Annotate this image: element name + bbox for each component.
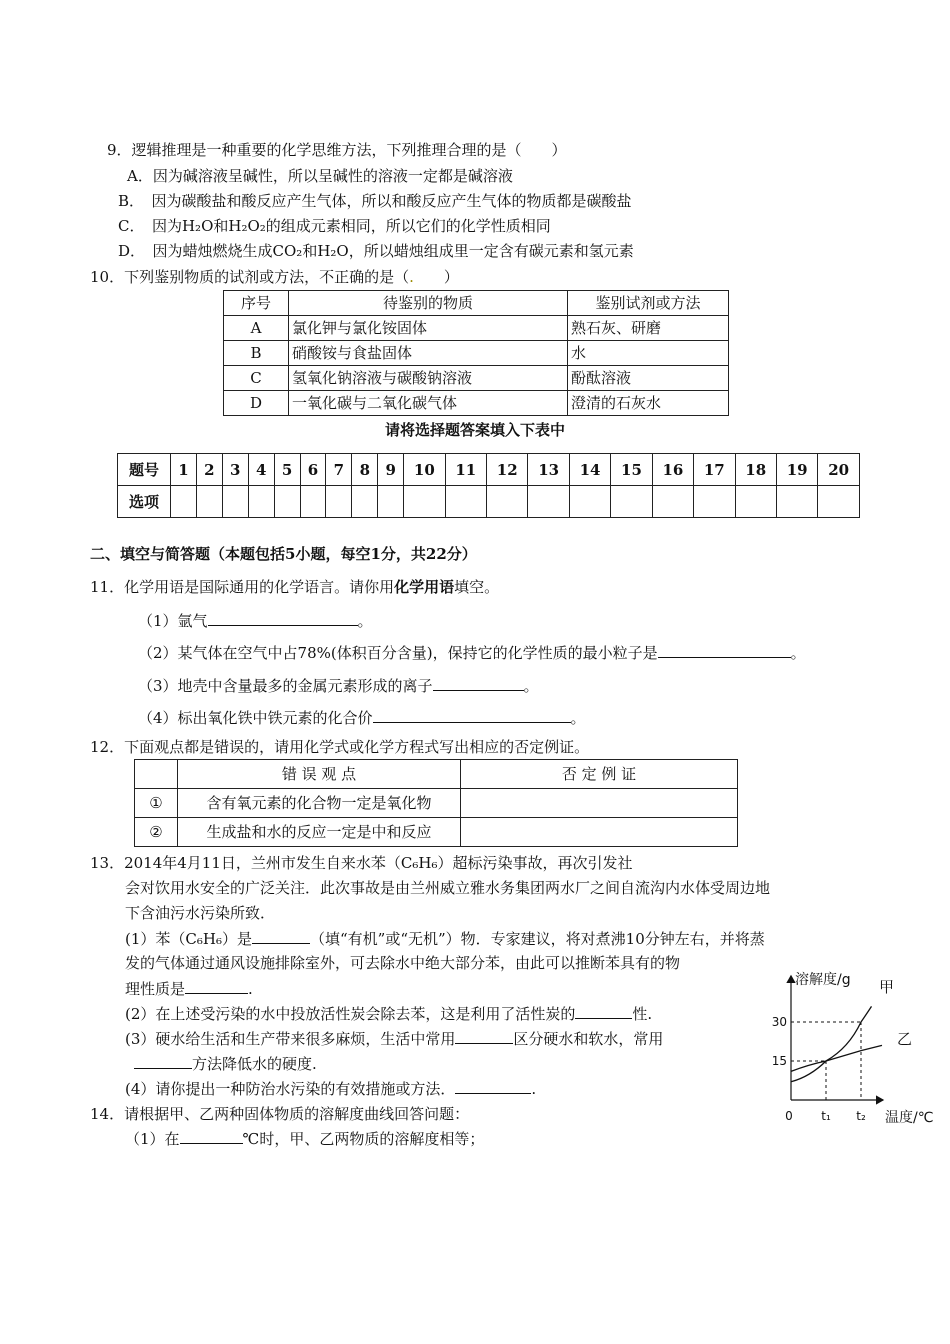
q12-header-cell xyxy=(135,760,178,789)
q11-stem-text: 11．化学用语是国际通用的化学语言。请你用 xyxy=(90,578,395,596)
answer-sheet-table xyxy=(117,453,860,518)
q10-cell: 水 xyxy=(568,341,729,366)
q13-part1-text: (1）苯（C₆H₆）是 xyxy=(125,930,252,948)
q11-part1-text: （1）氩气 xyxy=(138,612,208,630)
answer-row-label: 选项 xyxy=(118,486,171,518)
answer-choice-cell[interactable] xyxy=(652,486,693,518)
answer-number-cell: 3 xyxy=(222,454,248,486)
q11-blank-3[interactable] xyxy=(433,675,524,691)
q10-cell: C xyxy=(224,366,289,391)
q11-part3-text: （3）地壳中含量最多的金属元素形成的离子 xyxy=(138,677,433,695)
answer-number-cell: 12 xyxy=(487,454,528,486)
q10-cell: 一氧化碳与二氧化碳气体 xyxy=(289,391,568,416)
answer-sheet-title: 请将选择题答案填入下表中 xyxy=(384,421,565,439)
q9-option-a: A．因为碱溶液呈碱性，所以呈碱性的溶液一定都是碱溶液 xyxy=(127,167,513,185)
q13-part1-rest: （填“有机”或“无机”）物．专家建议，将对煮沸10分钟左右，并将蒸 xyxy=(309,930,765,948)
y-tick-label: 15 xyxy=(771,1054,787,1068)
q13-part3 xyxy=(125,1028,663,1049)
answer-choice-cell[interactable] xyxy=(735,486,776,518)
q12-cell: ① xyxy=(135,789,178,818)
q10-cell: 澄清的石灰水 xyxy=(568,391,729,416)
answer-choice-cell[interactable] xyxy=(352,486,378,518)
q11-stem-end: 填空。 xyxy=(454,578,500,596)
answer-number-cell: 10 xyxy=(404,454,445,486)
y-tick-label: 30 xyxy=(771,1015,787,1029)
answer-choice-cell[interactable] xyxy=(196,486,222,518)
answer-number-cell: 4 xyxy=(248,454,274,486)
q12-cell: 生成盐和水的反应一定是中和反应 xyxy=(178,818,461,847)
q12-stem: 12．下面观点都是错误的，请用化学式或化学方程式写出相应的否定例证。 xyxy=(90,738,590,756)
q9-option-c: C． 因为H₂O和H₂O₂的组成元素相同，所以它们的化学性质相同 xyxy=(118,217,551,235)
answer-number-cell: 13 xyxy=(528,454,569,486)
q11-part4 xyxy=(138,707,586,728)
q14-part1-end: ℃时，甲、乙两物质的溶解度相等； xyxy=(242,1130,485,1148)
q13-blank-5[interactable] xyxy=(134,1053,192,1069)
q10-stem-close: ） xyxy=(413,268,459,286)
q13-part1-end xyxy=(125,978,253,999)
q9-option-d: D． 因为蜡烛燃烧生成CO₂和H₂O，所以蜡烛组成里一定含有碳元素和氢元素 xyxy=(118,242,634,260)
q12-table xyxy=(134,759,738,847)
q11-part3 xyxy=(138,675,539,696)
q11-part4-text: （4）标出氧化铁中铁元素的化合价 xyxy=(138,709,373,727)
answer-choice-cell[interactable] xyxy=(404,486,445,518)
answer-number-cell: 7 xyxy=(326,454,352,486)
answer-choice-cell[interactable] xyxy=(171,486,197,518)
q13-part1-period: . xyxy=(248,980,253,998)
answer-number-cell: 14 xyxy=(569,454,610,486)
q12-answer-cell[interactable] xyxy=(461,818,738,847)
q13-part2-text: (2）在上述受污染的水中投放活性炭会除去苯，这是利用了活性炭的 xyxy=(125,1005,576,1023)
q12-header-cell: 否 定 例 证 xyxy=(461,760,738,789)
x-axis-label: 温度/℃ xyxy=(885,1110,934,1126)
answer-number-cell: 9 xyxy=(378,454,404,486)
answer-number-cell: 19 xyxy=(776,454,817,486)
answer-number-cell: 18 xyxy=(735,454,776,486)
section2-title: 二、填空与简答题（本题包括5小题，每空1分，共22分） xyxy=(90,545,477,563)
q13-part1-end-text: 理性质是 xyxy=(125,980,186,998)
answer-choice-cell[interactable] xyxy=(528,486,569,518)
answer-choice-cell[interactable] xyxy=(274,486,300,518)
answer-number-cell: 5 xyxy=(274,454,300,486)
q10-cell: A xyxy=(224,316,289,341)
solubility-chart xyxy=(771,970,947,1130)
q14-part1-text: （1）在 xyxy=(125,1130,180,1148)
q9-stem: 9．逻辑推理是一种重要的化学思维方法，下列推理合理的是（ ） xyxy=(107,141,567,159)
q10-cell: 硝酸铵与食盐固体 xyxy=(289,341,568,366)
answer-choice-cell[interactable] xyxy=(569,486,610,518)
q11-part4-end: 。 xyxy=(570,709,586,727)
answer-number-cell: 2 xyxy=(196,454,222,486)
q14-stem: 14．请根据甲、乙两种固体物质的溶解度曲线回答问题： xyxy=(90,1105,470,1123)
q13-line3: 下含油污水污染所致． xyxy=(125,904,276,922)
q13-blank-3[interactable] xyxy=(575,1003,632,1019)
q11-part1-end: 。 xyxy=(357,612,373,630)
q11-part3-end: 。 xyxy=(523,677,539,695)
q13-part3-text: (3）硬水给生活和生产带来很多麻烦，生活中常用 xyxy=(125,1030,456,1048)
q14-part1 xyxy=(125,1128,484,1149)
legend-jia: 甲 xyxy=(879,978,895,996)
q11-stem xyxy=(90,577,499,597)
answer-number-cell: 8 xyxy=(352,454,378,486)
q13-part3-cont xyxy=(134,1053,317,1074)
q10-cell: 熟石灰、研磨 xyxy=(568,316,729,341)
legend-yi: 乙 xyxy=(897,1030,913,1048)
q9-option-b: B． 因为碳酸盐和酸反应产生气体，所以和酸反应产生气体的物质都是碳酸盐 xyxy=(118,192,632,210)
x-tick-label: t₁ xyxy=(821,1109,831,1123)
q11-stem-bold: 化学用语 xyxy=(394,578,455,596)
q12-cell: 含有氧元素的化合物一定是氧化物 xyxy=(178,789,461,818)
answer-choice-cell[interactable] xyxy=(222,486,248,518)
y-axis-label: 溶解度/g xyxy=(795,972,851,988)
answer-row-label: 题号 xyxy=(118,454,171,486)
answer-number-cell: 16 xyxy=(652,454,693,486)
q14-blank-1[interactable] xyxy=(180,1128,243,1144)
q10-stem-dot: . xyxy=(409,268,414,286)
x-tick-label: t₂ xyxy=(856,1109,866,1123)
answer-number-cell: 15 xyxy=(611,454,652,486)
answer-choice-cell[interactable] xyxy=(694,486,735,518)
q11-part2-end: 。 xyxy=(790,644,806,662)
answer-choice-cell[interactable] xyxy=(248,486,274,518)
series-curve-yi xyxy=(791,1045,882,1071)
q13-part4 xyxy=(125,1078,536,1099)
q10-cell: 酚酞溶液 xyxy=(568,366,729,391)
q13-blank-2[interactable] xyxy=(185,978,248,994)
q13-line2: 会对饮用水安全的广泛关注．此次事故是由兰州威立雅水务集团两水厂之间自流沟内水体受周边地 xyxy=(125,879,771,897)
answer-choice-cell[interactable] xyxy=(300,486,326,518)
answer-choice-cell[interactable] xyxy=(487,486,528,518)
answer-choice-cell[interactable] xyxy=(611,486,652,518)
q11-part2-text: （2）某气体在空气中占78%(体积百分含量)，保持它的化学性质的最小粒子是 xyxy=(138,644,658,662)
q10-cell: 氯化钾与氯化铵固体 xyxy=(289,316,568,341)
answer-choice-cell[interactable] xyxy=(818,486,860,518)
q10-table xyxy=(223,290,729,416)
answer-number-cell: 17 xyxy=(694,454,735,486)
origin-label: 0 xyxy=(785,1109,793,1123)
q10-stem-text: 10．下列鉴别物质的试剂或方法，不正确的是（ xyxy=(90,268,410,286)
answer-number-cell: 1 xyxy=(171,454,197,486)
q13-part4-text: (4）请你提出一种防治水污染的有效措施或方法． xyxy=(125,1080,456,1098)
answer-number-cell: 6 xyxy=(300,454,326,486)
q11-blank-1[interactable] xyxy=(208,610,358,626)
q12-answer-cell[interactable] xyxy=(461,789,738,818)
answer-number-cell: 11 xyxy=(445,454,486,486)
q10-header-cell: 序号 xyxy=(224,291,289,316)
answer-choice-cell[interactable] xyxy=(445,486,486,518)
q13-part4-end: . xyxy=(531,1080,537,1098)
q11-part2 xyxy=(138,642,806,663)
q10-cell: B xyxy=(224,341,289,366)
q13-blank-4[interactable] xyxy=(455,1028,513,1044)
q13-part3-end: 方法降低水的硬度. xyxy=(192,1055,317,1073)
answer-number-cell: 20 xyxy=(818,454,860,486)
q10-cell: 氢氧化钠溶液与碳酸钠溶液 xyxy=(289,366,568,391)
q13-part2-end: 性. xyxy=(632,1005,653,1023)
q10-cell: D xyxy=(224,391,289,416)
q10-header-cell: 待鉴别的物质 xyxy=(289,291,568,316)
q13-blank-6[interactable] xyxy=(455,1078,531,1094)
q13-part1-cont: 发的气体通过通风设施排除室外，可去除水中绝大部分苯，由此可以推断苯具有的物 xyxy=(125,954,681,972)
q12-cell: ② xyxy=(135,818,178,847)
q13-line1: 13．2014年4月11日，兰州市发生自来水苯（C₆H₆）超标污染事故，再次引发社 xyxy=(90,854,633,872)
q13-part1 xyxy=(125,928,765,949)
q11-blank-4[interactable] xyxy=(373,707,571,723)
answer-choice-cell[interactable] xyxy=(378,486,404,518)
q13-blank-1[interactable] xyxy=(252,928,310,944)
q13-part2 xyxy=(125,1003,652,1024)
answer-choice-cell[interactable] xyxy=(326,486,352,518)
q12-header-cell: 错 误 观 点 xyxy=(178,760,461,789)
q10-stem xyxy=(90,267,459,287)
q11-part1 xyxy=(138,610,373,631)
answer-choice-cell[interactable] xyxy=(776,486,817,518)
q10-header-cell: 鉴别试剂或方法 xyxy=(568,291,729,316)
q13-part3-mid: 区分硬水和软水，常用 xyxy=(513,1030,664,1048)
q11-blank-2[interactable] xyxy=(658,642,791,658)
series-curve-jia xyxy=(791,1006,872,1081)
